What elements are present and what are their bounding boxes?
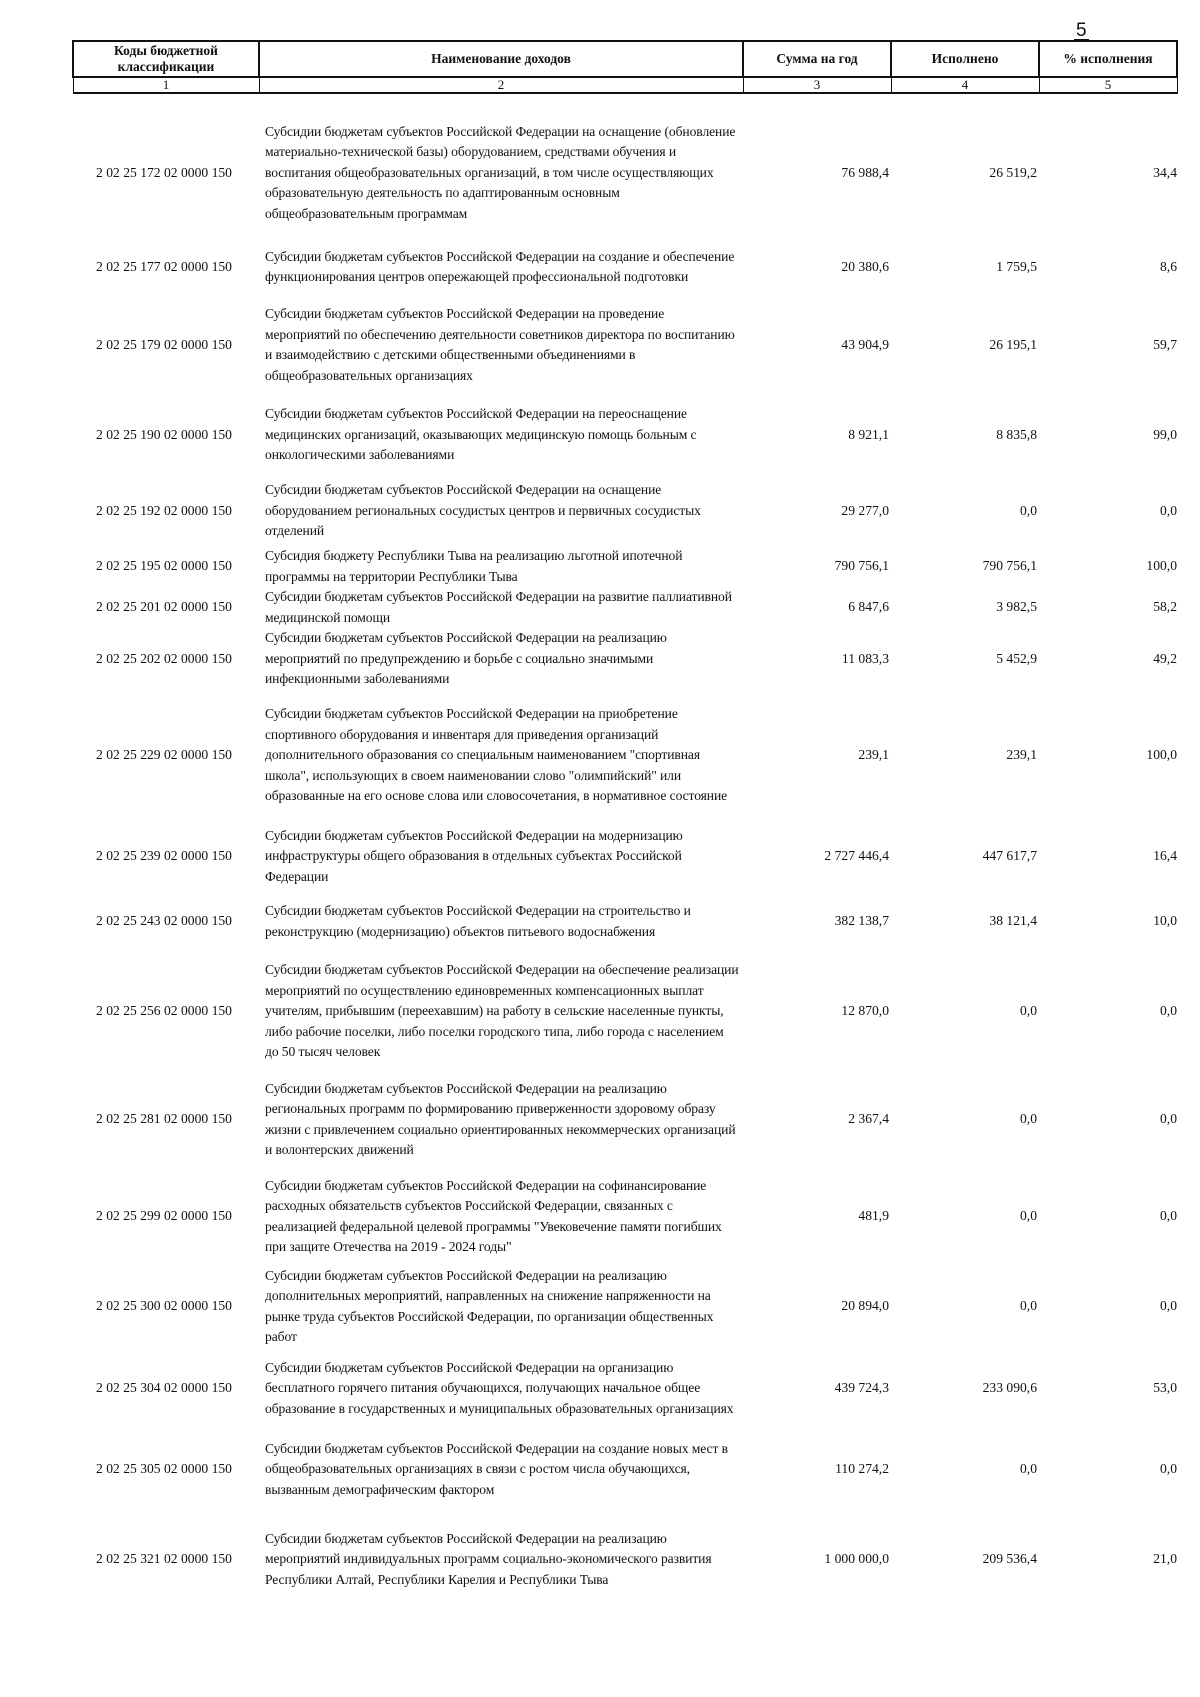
row-sum: 29 277,0 xyxy=(841,502,889,518)
row-name: Субсидии бюджетам субъектов Российской Федерации на обеспечение реализации мероприятий по осуществлению единовременных компенсационных выплат учителям, прибывшим (переехавшим) на работу в сельские населенные пункты, либо рабочие поселки, либо поселки городского типа, либо города с населением до 50 тысяч человек xyxy=(265,962,739,1060)
row-pct: 58,2 xyxy=(1153,599,1177,615)
row-name: Субсидии бюджетам субъектов Российской Федерации на создание и обеспечение функционирования центров опережающей профессиональной подготовки xyxy=(265,248,735,284)
header-number-2: 2 xyxy=(259,77,743,93)
row-pct: 16,4 xyxy=(1153,848,1177,864)
row-code: 2 02 25 229 02 0000 150 xyxy=(96,747,232,763)
row-name: Субсидии бюджетам субъектов Российской Федерации на реализацию мероприятий индивидуальных программ социально-экономического развития Республики Алтай, Республики Карелия и Республики Тыва xyxy=(265,1530,712,1587)
row-name: Субсидии бюджетам субъектов Российской Федерации на проведение мероприятий по обеспечению деятельности советников директора по воспитанию и взаимодействию с детскими общественными объединениями в общеобразовательных организациях xyxy=(265,306,735,383)
row-pct: 10,0 xyxy=(1153,913,1177,929)
table-row xyxy=(73,238,1177,296)
row-sum: 481,9 xyxy=(858,1208,889,1224)
row-sum: 2 727 446,4 xyxy=(824,848,889,864)
row-name: Субсидии бюджетам субъектов Российской Федерации на реализацию дополнительных мероприятий, направленных на снижение напряженности на рынке труда субъектов Российской Федерации, по организации общественных работ xyxy=(265,1267,714,1344)
row-done: 26 519,2 xyxy=(989,164,1037,180)
row-sum: 382 138,7 xyxy=(834,913,889,929)
row-pct: 0,0 xyxy=(1160,502,1177,518)
row-pct: 8,6 xyxy=(1160,258,1177,274)
page-number: 5 xyxy=(1076,20,1087,41)
table-row xyxy=(73,1430,1177,1510)
row-code: 2 02 25 202 02 0000 150 xyxy=(96,650,232,666)
row-done: 0,0 xyxy=(1020,502,1037,518)
row-sum: 12 870,0 xyxy=(841,1003,889,1019)
row-pct: 53,0 xyxy=(1153,1380,1177,1396)
table-row xyxy=(73,822,1177,892)
table-row xyxy=(73,892,1177,952)
table-row xyxy=(73,1348,1177,1430)
row-code: 2 02 25 304 02 0000 150 xyxy=(96,1380,232,1396)
row-code: 2 02 25 190 02 0000 150 xyxy=(96,426,232,442)
table-header xyxy=(73,41,1177,93)
spacer-cell xyxy=(73,93,1177,108)
row-name: Субсидии бюджетам субъектов Российской Федерации на модернизацию инфраструктуры общего образования в отдельных субъектах Российской Федерации xyxy=(265,827,683,884)
row-sum: 6 847,6 xyxy=(848,599,889,615)
row-code: 2 02 25 239 02 0000 150 xyxy=(96,848,232,864)
header-number-1: 1 xyxy=(73,77,259,93)
row-pct: 0,0 xyxy=(1160,1298,1177,1314)
row-sum: 790 756,1 xyxy=(834,558,889,574)
row-done: 209 536,4 xyxy=(982,1551,1037,1567)
header-number-3: 3 xyxy=(743,77,891,93)
row-name: Субсидии бюджетам субъектов Российской Федерации на создание новых мест в общеобразовательных организациях в связи с ростом числа обучающихся, вызванным демографическим фактором xyxy=(265,1440,728,1497)
header-done: Исполнено xyxy=(891,41,1039,77)
row-sum: 439 724,3 xyxy=(834,1380,889,1396)
row-code: 2 02 25 243 02 0000 150 xyxy=(96,913,232,929)
table-row xyxy=(73,476,1177,546)
row-name: Субсидии бюджетам субъектов Российской Федерации на строительство и реконструкцию (модернизацию) объектов питьевого водоснабжения xyxy=(265,903,691,939)
row-done: 8 835,8 xyxy=(996,426,1037,442)
header-codes: Коды бюджетной классификации xyxy=(73,41,259,77)
row-pct: 100,0 xyxy=(1146,558,1177,574)
table-body xyxy=(73,93,1177,1610)
row-sum: 110 274,2 xyxy=(835,1461,889,1477)
row-done: 0,0 xyxy=(1020,1461,1037,1477)
header-number-4: 4 xyxy=(891,77,1039,93)
table-row xyxy=(73,952,1177,1072)
row-name: Субсидии бюджетам субъектов Российской Федерации на реализацию региональных программ по формированию приверженности здоровому образу жизни с привлечением социально ориентированных некоммерческих организаций и волонтерских движений xyxy=(265,1080,736,1157)
table-row xyxy=(73,690,1177,822)
row-done: 0,0 xyxy=(1020,1111,1037,1127)
row-code: 2 02 25 299 02 0000 150 xyxy=(96,1208,232,1224)
row-done: 239,1 xyxy=(1006,747,1037,763)
row-done: 38 121,4 xyxy=(989,913,1037,929)
row-sum: 11 083,3 xyxy=(841,650,889,666)
table-row xyxy=(73,1168,1177,1266)
table-row xyxy=(73,587,1177,628)
revenue-table xyxy=(72,40,1178,1610)
row-done: 447 617,7 xyxy=(982,848,1037,864)
row-name: Субсидии бюджетам субъектов Российской Федерации на софинансирование расходных обязательств субъектов Российской Федерации, связанных с реализацией федеральной целевой программы "Увековечение памяти погибших при защите Отечества на 2019 - 2024 годы" xyxy=(265,1177,722,1254)
row-code: 2 02 25 305 02 0000 150 xyxy=(96,1461,232,1477)
revenue-table-container xyxy=(72,40,1176,1610)
table-row xyxy=(73,394,1177,476)
row-sum: 76 988,4 xyxy=(841,164,889,180)
row-sum: 239,1 xyxy=(858,747,889,763)
header-pct: % исполнения xyxy=(1039,41,1177,77)
row-done: 0,0 xyxy=(1020,1208,1037,1224)
row-sum: 1 000 000,0 xyxy=(824,1551,889,1567)
row-sum: 8 921,1 xyxy=(848,426,889,442)
row-pct: 0,0 xyxy=(1160,1208,1177,1224)
row-code: 2 02 25 321 02 0000 150 xyxy=(96,1551,232,1567)
row-name: Субсидии бюджетам субъектов Российской Федерации на организацию бесплатного горячего питания обучающихся, получающих начальное общее образование в государственных и муниципальных образовательных организациях xyxy=(265,1359,734,1416)
row-done: 790 756,1 xyxy=(982,558,1037,574)
row-name: Субсидии бюджетам субъектов Российской Федерации на оснащение (обновление материально-технической базы) оборудованием, средствами обучения и воспитания общеобразовательных организаций, в том числе осуществляющих образовательную деятельность по адаптированным основным общеобразовательным программам xyxy=(265,123,736,221)
row-done: 0,0 xyxy=(1020,1003,1037,1019)
row-pct: 0,0 xyxy=(1160,1111,1177,1127)
row-code: 2 02 25 179 02 0000 150 xyxy=(96,336,232,352)
header-number-5: 5 xyxy=(1039,77,1177,93)
row-code: 2 02 25 192 02 0000 150 xyxy=(96,502,232,518)
row-sum: 43 904,9 xyxy=(841,336,889,352)
row-code: 2 02 25 300 02 0000 150 xyxy=(96,1298,232,1314)
row-name: Субсидия бюджету Республики Тыва на реализацию льготной ипотечной программы на территории Республики Тыва xyxy=(265,548,683,584)
row-sum: 20 894,0 xyxy=(841,1298,889,1314)
row-pct: 59,7 xyxy=(1153,336,1177,352)
row-pct: 99,0 xyxy=(1153,426,1177,442)
row-pct: 100,0 xyxy=(1146,747,1177,763)
row-code: 2 02 25 281 02 0000 150 xyxy=(96,1111,232,1127)
row-code: 2 02 25 195 02 0000 150 xyxy=(96,558,232,574)
row-name: Субсидии бюджетам субъектов Российской Федерации на развитие паллиативной медицинской помощи xyxy=(265,589,732,625)
row-code: 2 02 25 177 02 0000 150 xyxy=(96,258,232,274)
row-name: Субсидии бюджетам субъектов Российской Федерации на переоснащение медицинских организаций, оказывающих медицинскую помощь больным с онкологическими заболеваниями xyxy=(265,406,697,463)
row-sum: 20 380,6 xyxy=(841,258,889,274)
row-done: 1 759,5 xyxy=(996,258,1037,274)
row-pct: 0,0 xyxy=(1160,1461,1177,1477)
table-row xyxy=(73,108,1177,238)
row-name: Субсидии бюджетам субъектов Российской Федерации на оснащение оборудованием региональных сосудистых центров и первичных сосудистых отделений xyxy=(265,482,701,539)
table-row xyxy=(73,1266,1177,1348)
row-done: 5 452,9 xyxy=(996,650,1037,666)
row-code: 2 02 25 172 02 0000 150 xyxy=(96,164,232,180)
row-pct: 49,2 xyxy=(1153,650,1177,666)
table-spacer xyxy=(73,93,1177,108)
row-done: 26 195,1 xyxy=(989,336,1037,352)
row-pct: 34,4 xyxy=(1153,164,1177,180)
row-sum: 2 367,4 xyxy=(848,1111,889,1127)
table-row xyxy=(73,1510,1177,1610)
row-pct: 21,0 xyxy=(1153,1551,1177,1567)
row-done: 3 982,5 xyxy=(996,599,1037,615)
row-name: Субсидии бюджетам субъектов Российской Федерации на приобретение спортивного оборудования и инвентаря для приведения организаций дополнительного образования со специальным наименованием "спортивная школа", использующих в своем наименовании слово "олимпийский" или образованные на его основе слова или словосочетания, в нормативное состояние xyxy=(265,706,728,804)
table-row xyxy=(73,1072,1177,1168)
row-pct: 0,0 xyxy=(1160,1003,1177,1019)
row-done: 233 090,6 xyxy=(982,1380,1037,1396)
row-code: 2 02 25 256 02 0000 150 xyxy=(96,1003,232,1019)
row-code: 2 02 25 201 02 0000 150 xyxy=(96,599,232,615)
row-done: 0,0 xyxy=(1020,1298,1037,1314)
table-row xyxy=(73,546,1177,587)
header-sum: Сумма на год xyxy=(743,41,891,77)
table-row xyxy=(73,628,1177,690)
header-name: Наименование доходов xyxy=(259,41,743,77)
table-row xyxy=(73,296,1177,394)
row-name: Субсидии бюджетам субъектов Российской Федерации на реализацию мероприятий по предупреждению и борьбе с социально значимыми инфекционными заболеваниями xyxy=(265,630,667,686)
